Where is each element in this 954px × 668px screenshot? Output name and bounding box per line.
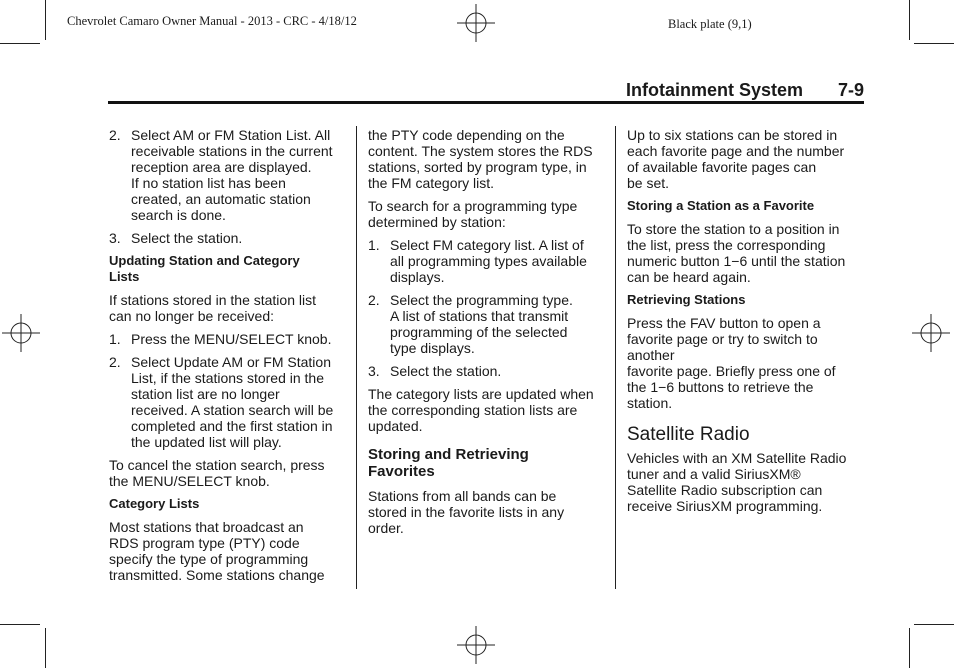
list-text: Press the MENU/SELECT knob. [131,331,332,347]
crop-mark [45,0,46,40]
section-heading: Storing and Retrieving Favorites [368,446,529,480]
list-number: 1. [368,237,380,253]
page-number: 7-9 [838,80,865,100]
paragraph: To cancel the station search, press the MENU/SELECT knob. [109,457,325,489]
subheading: Updating Station and Category Lists [109,253,300,284]
crop-mark [914,43,954,44]
column-1 [109,127,349,590]
paragraph: If stations stored in the station list can no longer be received: [109,292,316,324]
paragraph: To store the station to a position in the list, press the corresponding numeric button 1−6 until the station can be heard again. [627,221,846,285]
list-text: Select the station. [390,363,502,379]
registration-mark-icon [457,4,495,42]
column-divider [615,126,616,589]
crop-mark [909,0,910,40]
list-item [109,127,349,223]
list-number: 2. [109,127,121,143]
paragraph: The category lists are updated when the corresponding station lists are updated. [368,386,594,434]
paragraph: Most stations that broadcast an RDS program type (PTY) code specify the type of programming transmitted. Some stations change [109,519,325,583]
list-text: Select the programming type. A list of stations that transmit programming of the selected type displays. [390,292,573,356]
section-title: Infotainment System [626,80,804,100]
major-heading: Satellite Radio [627,424,750,445]
list-number: 2. [109,354,121,370]
print-header-left: Chevrolet Camaro Owner Manual - 2013 - CRC - 4/18/12 [67,14,357,28]
list-item [368,292,608,356]
crop-mark [0,43,40,44]
subheading: Storing a Station as a Favorite [627,198,815,213]
column-2 [368,127,608,543]
column-divider [356,126,357,589]
paragraph: Press the FAV button to open a favorite page or try to switch to another favorite page. Briefly press one of the 1−6 buttons to retrieve the station. [627,315,836,411]
paragraph: the PTY code depending on the content. The system stores the RDS stations, sorted by program type, in the FM category list. [368,127,593,191]
registration-mark-icon [912,314,950,352]
list-number: 3. [109,230,121,246]
header-rule [108,101,864,104]
list-item [109,331,349,347]
list-item [109,354,349,450]
list-text: Select the station. [131,230,243,246]
list-number: 1. [109,331,121,347]
list-number: 2. [368,292,380,308]
list-text: Select AM or FM Station List. All receivable stations in the current reception area are displayed. If no station list has been created, an automatic station search is done. [131,127,333,223]
list-item [368,237,608,285]
crop-mark [909,628,910,668]
paragraph: Stations from all bands can be stored in the favorite lists in any order. [368,488,565,536]
crop-mark [45,628,46,668]
paragraph: Vehicles with an XM Satellite Radio tuner and a valid SiriusXM® Satellite Radio subscription can receive SiriusXM programming. [627,450,847,514]
list-number: 3. [368,363,380,379]
crop-mark [914,624,954,625]
list-item [368,363,608,379]
registration-mark-icon [2,314,40,352]
crop-mark [0,624,40,625]
list-text: Select FM category list. A list of all programming types available displays. [390,237,587,285]
paragraph: To search for a programming type determined by station: [368,198,578,230]
list-item [109,230,349,246]
column-3 [627,127,867,521]
subheading: Category Lists [109,496,200,511]
paragraph: Up to six stations can be stored in each favorite page and the number of available favorite pages can be set. [627,127,845,191]
print-header-right: Black plate (9,1) [668,17,752,31]
registration-mark-icon [457,626,495,664]
subheading: Retrieving Stations [627,292,746,307]
list-text: Select Update AM or FM Station List, if the stations stored in the station list are no longer received. A station search will be completed and the first station in the updated list will play. [131,354,334,450]
